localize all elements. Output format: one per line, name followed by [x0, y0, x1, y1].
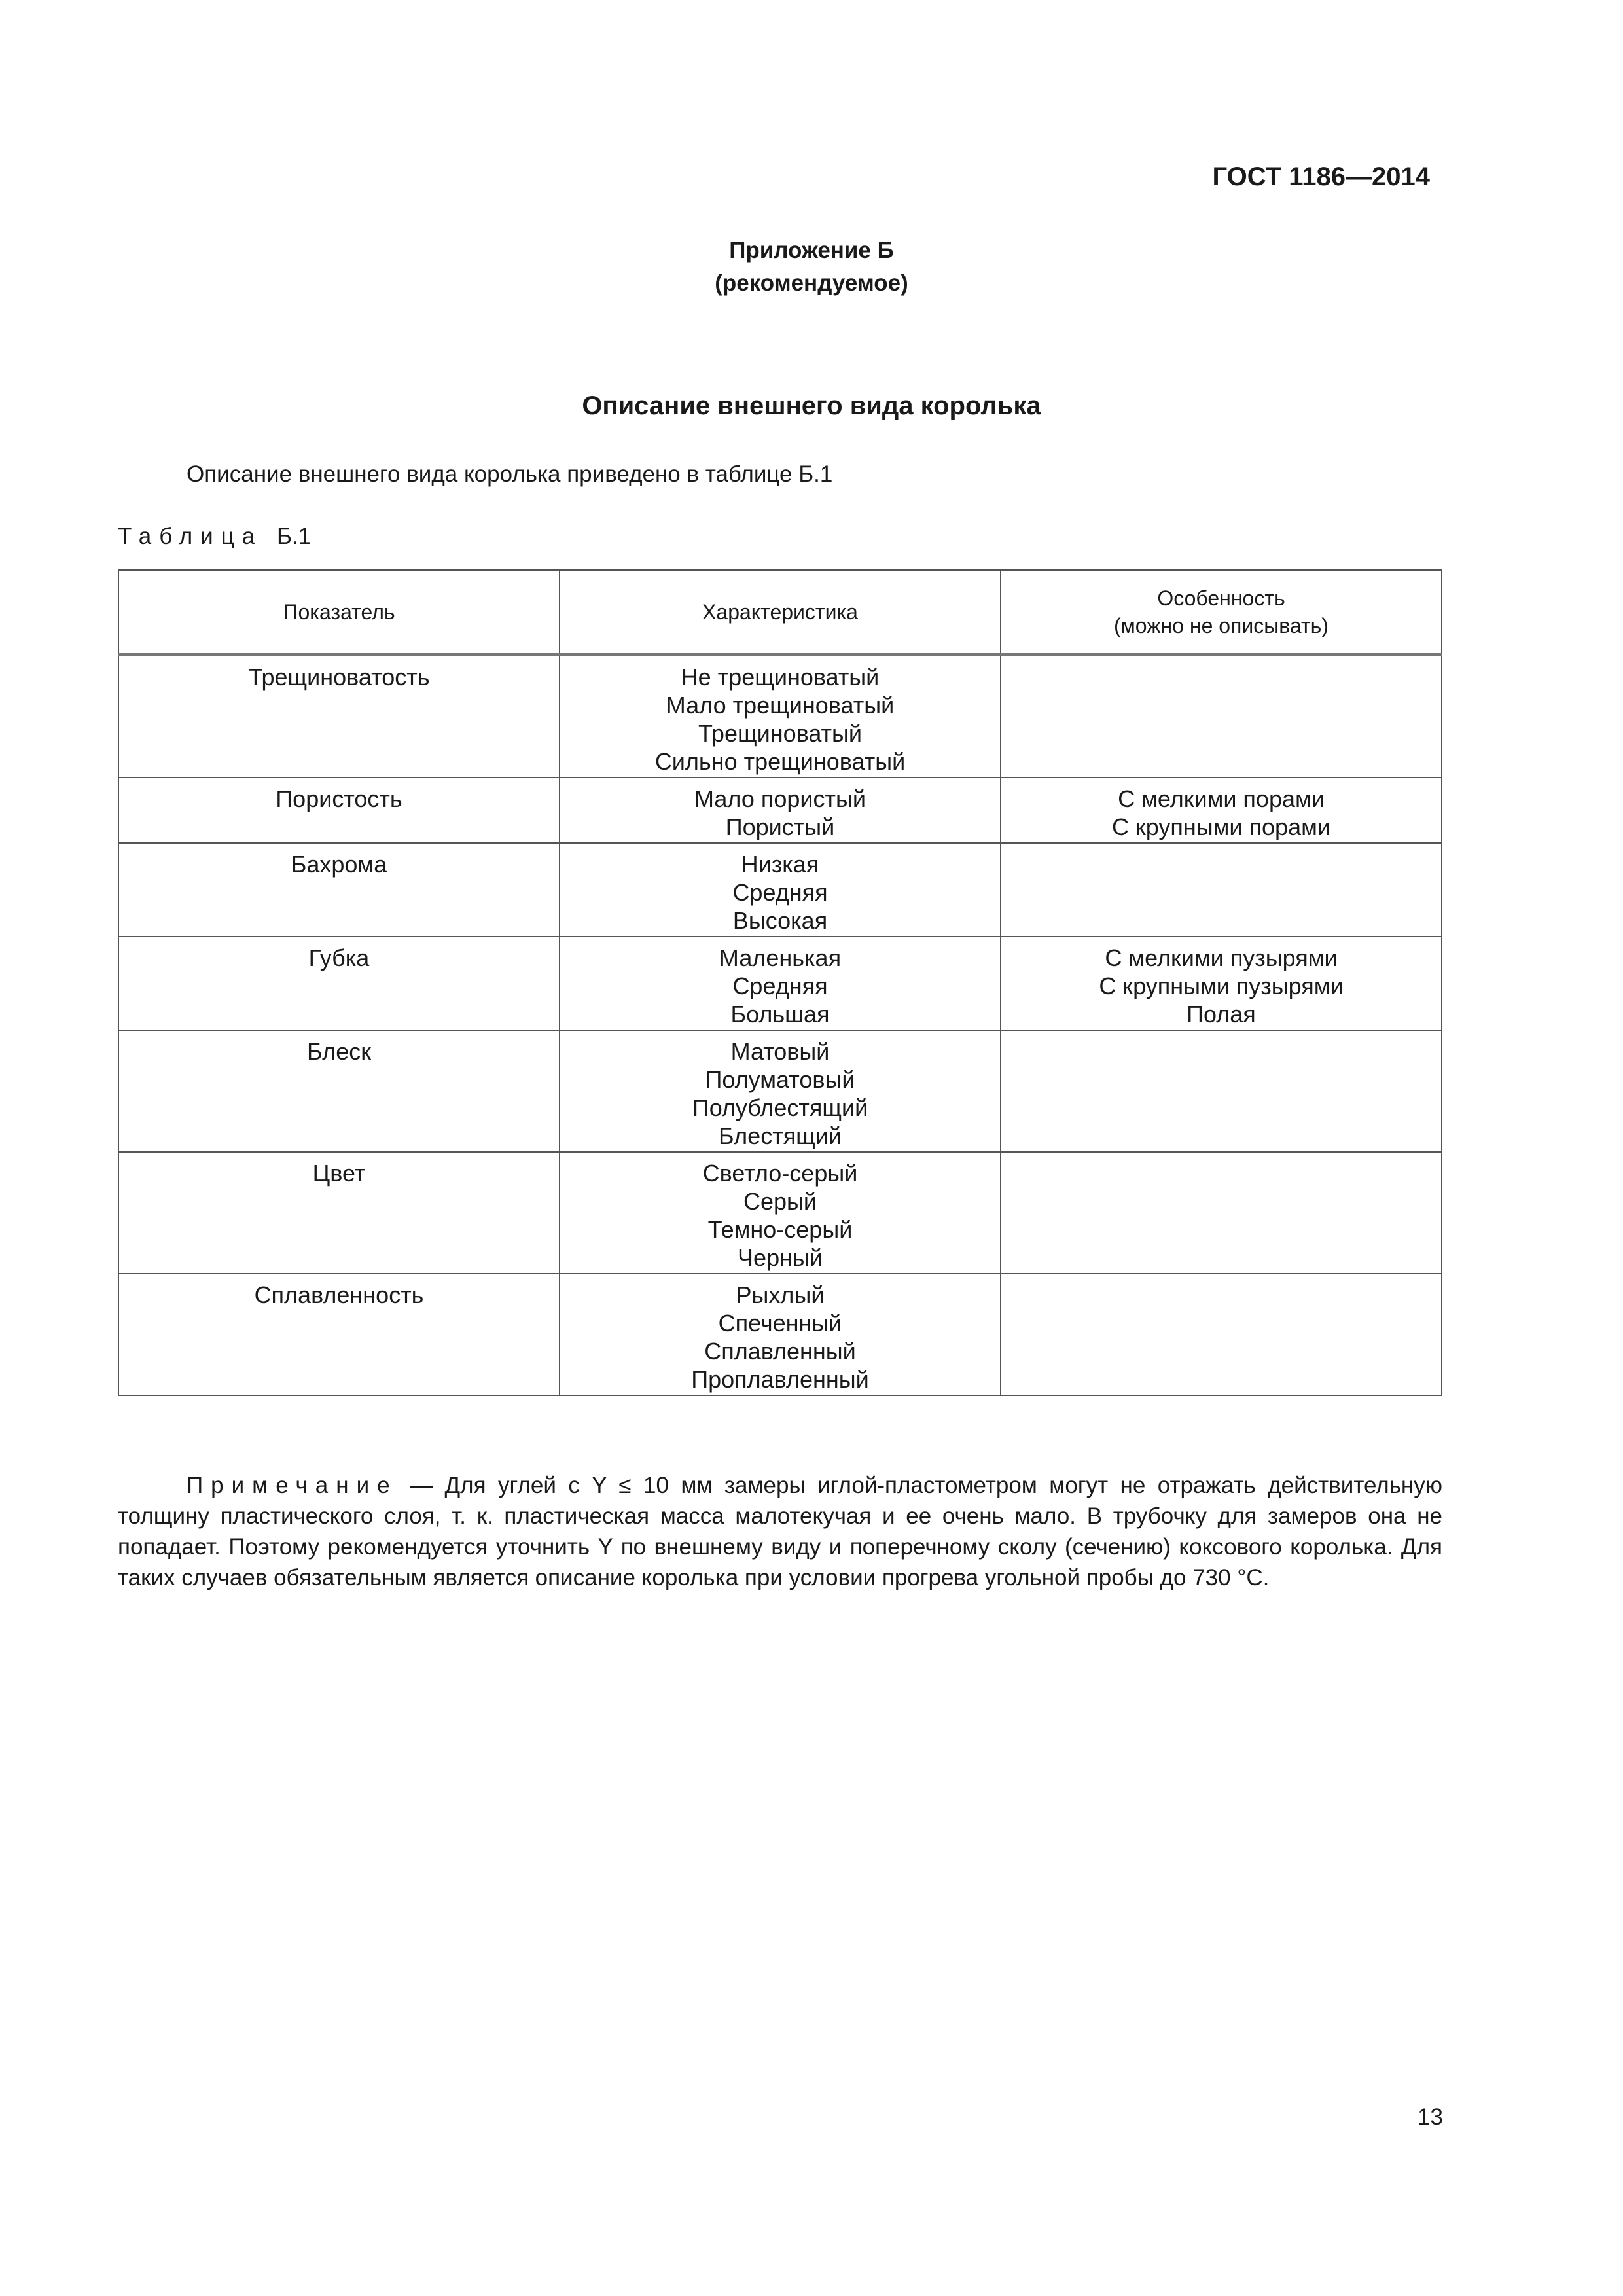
characteristic-value: Низкая [741, 851, 819, 878]
table-caption-word: Таблица [118, 524, 263, 549]
characteristic-value: Большая [730, 1001, 830, 1028]
characteristic-value: Полублестящий [692, 1094, 868, 1121]
characteristic-cell [560, 843, 1001, 937]
standard-designation: ГОСТ 1186—2014 [1212, 162, 1430, 191]
characteristic-value: Серый [743, 1188, 817, 1215]
characteristic-value: Мало трещиноватый [666, 692, 895, 719]
page-number: 13 [1418, 2104, 1443, 2130]
characteristic-value: Высокая [732, 907, 828, 934]
column-header-indicator: Показатель [118, 570, 560, 655]
characteristic-value: Матовый [730, 1038, 830, 1065]
characteristic-cell [560, 778, 1001, 843]
characteristic-value: Темно-серый [707, 1216, 853, 1243]
characteristic-cell [560, 1274, 1001, 1395]
feature-value: С крупными пузырями [1099, 973, 1344, 999]
appendix-title: Приложение Б [729, 238, 894, 263]
note-paragraph [118, 1470, 1442, 1593]
feature-value: С мелкими порами [1118, 785, 1325, 812]
characteristic-value: Маленькая [719, 944, 842, 971]
appendix-heading [0, 234, 1623, 300]
table-row [118, 655, 1442, 778]
note-label: Примечание [187, 1473, 398, 1498]
note-text: — Для углей с Y ≤ 10 мм замеры иглой-пластометром могут не отражать действительную толщину пластического слоя, т. к. пластическая масса малотекучая и ее очень мало. В трубочку для замеров она не попадает. Поэтому рекомендуется уточнить Y по внешнему виду и поперечному сколу (сечению) коксового королька. Для таких случаев обязательным является описание королька при условии прогрева угольной пробы до 730 °С. [118, 1473, 1443, 1590]
table-header-row [118, 570, 1442, 655]
characteristic-value: Средняя [732, 973, 828, 999]
feature-value: Полая [1186, 1001, 1256, 1028]
intro-paragraph: Описание внешнего вида королька приведено в таблице Б.1 [187, 461, 833, 487]
feature-cell [1001, 1274, 1442, 1395]
feature-value: С мелкими пузырями [1105, 944, 1338, 971]
characteristic-value: Мало пористый [694, 785, 866, 812]
table-row [118, 778, 1442, 843]
characteristic-value: Рыхлый [736, 1282, 825, 1308]
characteristic-value: Сплавленный [704, 1338, 856, 1365]
feature-cell [1001, 778, 1442, 843]
characteristic-value: Спеченный [718, 1310, 842, 1336]
characteristic-value: Светло-серый [702, 1160, 858, 1187]
indicator-cell: Губка [118, 937, 560, 1030]
characteristic-value: Сильно трещиноватый [654, 748, 906, 775]
feature-cell [1001, 1030, 1442, 1152]
table-caption [118, 524, 311, 550]
characteristic-value: Средняя [732, 879, 828, 906]
section-title: Описание внешнего вида королька [582, 391, 1041, 420]
characteristic-value: Блестящий [718, 1122, 842, 1149]
column-header-feature-title: Особенность [1157, 586, 1285, 610]
table-row [118, 1152, 1442, 1274]
indicator-cell: Цвет [118, 1152, 560, 1274]
indicator-cell: Блеск [118, 1030, 560, 1152]
table-caption-number: Б.1 [276, 524, 312, 549]
column-header-feature [1001, 570, 1442, 655]
characteristic-cell [560, 655, 1001, 778]
characteristic-value: Не трещиноватый [681, 664, 880, 691]
characteristic-value: Черный [738, 1244, 823, 1271]
indicator-cell: Пористость [118, 778, 560, 843]
characteristic-cell [560, 1030, 1001, 1152]
table-body [118, 655, 1442, 1396]
feature-cell [1001, 843, 1442, 937]
indicator-cell: Бахрома [118, 843, 560, 937]
column-header-feature-note: (можно не описывать) [1114, 614, 1329, 637]
indicator-cell: Трещиноватость [118, 655, 560, 778]
table-row [118, 937, 1442, 1030]
table-row [118, 1274, 1442, 1395]
characteristic-value: Полуматовый [705, 1066, 855, 1093]
characteristic-cell [560, 1152, 1001, 1274]
feature-cell [1001, 655, 1442, 778]
characteristic-value: Трещиноватый [698, 720, 863, 747]
table-row [118, 843, 1442, 937]
column-header-characteristic: Характеристика [560, 570, 1001, 655]
characteristic-value: Пористый [725, 814, 835, 840]
feature-value: С крупными порами [1112, 814, 1330, 840]
appendix-status: (рекомендуемое) [715, 270, 908, 296]
feature-cell [1001, 937, 1442, 1030]
characteristic-cell [560, 937, 1001, 1030]
coke-button-table [118, 569, 1442, 1396]
feature-cell [1001, 1152, 1442, 1274]
table-row [118, 1030, 1442, 1152]
indicator-cell: Сплавленность [118, 1274, 560, 1395]
characteristic-value: Проплавленный [691, 1366, 869, 1393]
